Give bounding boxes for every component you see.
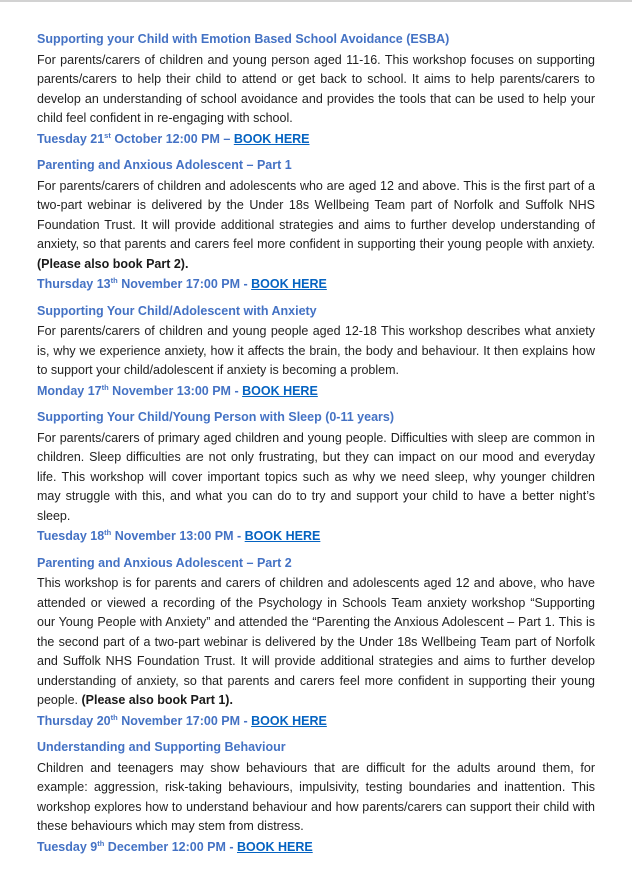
workshop-datetime <box>37 382 595 402</box>
workshop-datetime <box>37 275 595 295</box>
date-ordinal: th <box>110 712 118 722</box>
date-time: November 13:00 PM - <box>111 529 245 543</box>
book-here-link[interactable]: BOOK HERE <box>251 277 327 291</box>
workshop-title: Supporting Your Child/Young Person with Sleep (0-11 years) <box>37 410 394 424</box>
date-ordinal: th <box>101 382 109 392</box>
workshop-description-text: For parents/carers of children and young person aged 11-16. This workshop focuses on supporting parents/carers to help their child to attend or get back to school. It aims to help parents/carers to develop an understanding of school avoidance and provides the tools that can be used to help your child feel confident in re-engaging with school. <box>37 52 595 125</box>
workshop-description-text: Children and teenagers may show behaviours that are difficult for the adults around them, for example: aggression, risk-taking behaviours, impulsivity, testing boundaries and inattention. This workshop explores how to understand behaviour and how parents/carers can support their child with these behaviours which may stem from distress. <box>37 760 595 833</box>
date-ordinal: th <box>104 527 112 537</box>
workshop-title: Understanding and Supporting Behaviour <box>37 740 286 754</box>
date-day: Tuesday 9 <box>37 839 98 854</box>
workshop-section <box>37 408 595 547</box>
date-time: October 12:00 PM – <box>110 131 234 146</box>
workshop-datetime <box>37 712 595 732</box>
date-day: Thursday 13 <box>37 277 111 291</box>
date-time: November 17:00 PM - <box>117 713 252 728</box>
workshop-description <box>37 574 595 711</box>
workshop-description-text: For parents/carers of children and adolescents who are aged 12 and above. This is the first part of a two-part webinar is delivered by the Under 18s Wellbeing Team part of Norfolk and Suffolk NHS Foundation Trust. It will provide additional strategies and aims to further develop understanding of anxiety, so that parents and carers feel more confident in supporting their young people with anxiety. <box>37 178 595 251</box>
workshop-section <box>37 738 595 857</box>
workshop-note-bold: (Please also book Part 2). <box>37 256 189 271</box>
date-day: Tuesday 18 <box>37 529 105 543</box>
book-here-link[interactable]: BOOK HERE <box>244 529 321 543</box>
book-here-link[interactable]: BOOK HERE <box>242 383 318 398</box>
date-time: November 13:00 PM - <box>108 383 243 398</box>
workshop-description <box>37 322 595 381</box>
book-here-link[interactable]: BOOK HERE <box>237 839 313 854</box>
workshop-description <box>37 177 595 275</box>
workshop-section <box>37 156 595 295</box>
workshop-section <box>37 302 595 402</box>
workshop-description <box>37 51 595 129</box>
workshop-description <box>37 429 595 527</box>
date-time: November 17:00 PM - <box>117 277 252 291</box>
date-ordinal: th <box>97 838 105 848</box>
workshop-description <box>37 759 595 837</box>
date-ordinal: st <box>104 130 111 140</box>
date-day: Thursday 20 <box>37 713 111 728</box>
page-top-edge <box>0 0 632 2</box>
workshop-datetime <box>37 130 595 150</box>
workshop-note-bold: (Please also book Part 1). <box>81 693 233 707</box>
book-here-link[interactable]: BOOK HERE <box>251 713 327 728</box>
workshop-title: Supporting your Child with Emotion Based School Avoidance (ESBA) <box>37 32 450 46</box>
date-day: Tuesday 21 <box>37 131 105 146</box>
workshop-section <box>37 554 595 732</box>
date-ordinal: th <box>110 275 118 285</box>
workshop-description-text: For parents/carers of primary aged children and young people. Difficulties with sleep are common in children. Sleep difficulties are not only frustrating, but they can impact on our mood and everyday life. This workshop will cover important topics such as why we need sleep, why younger children may struggle with this, and what you can do to try and support your child to have a better night’s sleep. <box>37 430 595 523</box>
date-time: December 12:00 PM - <box>104 839 238 854</box>
workshop-datetime <box>37 838 595 858</box>
workshop-title: Parenting and Anxious Adolescent – Part 1 <box>37 158 292 172</box>
workshop-title: Supporting Your Child/Adolescent with Anxiety <box>37 303 317 318</box>
workshop-datetime <box>37 527 595 547</box>
workshop-description-text: For parents/carers of children and young people aged 12-18 This workshop describes what anxiety is, why we experience anxiety, how it affects the brain, the body and behaviour. It then explains how to support your child/adolescent if anxiety is becoming a problem. <box>37 324 595 377</box>
workshop-section <box>37 30 595 149</box>
workshop-title: Parenting and Anxious Adolescent – Part 2 <box>37 555 292 570</box>
date-day: Monday 17 <box>37 383 102 398</box>
book-here-link[interactable]: BOOK HERE <box>233 131 310 146</box>
workshop-description-text: This workshop is for parents and carers of children and adolescents aged 12 and above, who have attended or viewed a recording of the Psychology in Schools Team anxiety workshop “Supporting our Young People with Anxiety” and attended the “Parenting the Anxious Adolescent – Part 1. This is the second part of a two-part webinar is delivered by the Under 18s Wellbeing Team part of Norfolk and Suffolk NHS Foundation Trust. It will provide additional strategies and aims to further develop understanding of anxiety, so that parents and carers feel more confident in supporting their young people. <box>37 576 595 707</box>
